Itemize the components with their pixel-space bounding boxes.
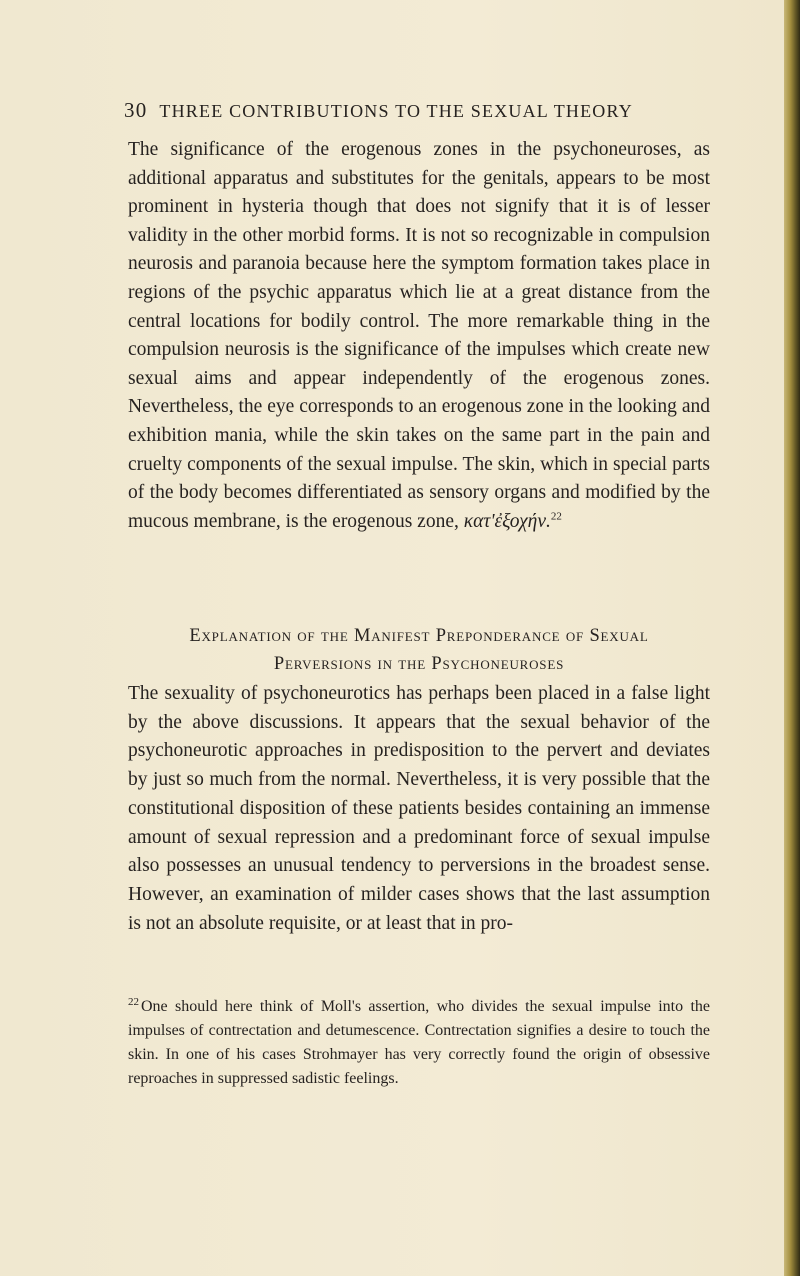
paragraph-1-text [128,136,710,536]
page-edge-shadow [784,0,800,1276]
section-heading-line-2: Perversions in the Psychoneuroses [273,654,565,674]
section-heading-line-1: Explanation of the Manifest Preponderance of Sexual [189,626,649,646]
paragraph-2-text: The sexuality of psychoneurotics has perhaps been placed in a false light by the above discussions. It appears that the sexual behavior of the psychoneurotic approaches in predisposition to the pervert and deviates by just so much from the normal. Nevertheless, it is very possible that the constitutional disposition of these patients besides containing an immense amount of sexual repression and a predominant force of sexual impulse also possesses an unusual tendency to perversions in the broadest sense. However, an examination of milder cases shows that the last assumption is not an absolute requisite, or at least that in pro- [128,683,710,934]
paragraph-1 [128,136,710,536]
footnote [128,995,710,1091]
section-heading [128,622,710,678]
footnote-text: One should here think of Moll's assertion, who divides the sexual impulse into the impulses of contrectation and detumescence. Contrectation signifies a desire to touch the skin. In one of his cases Strohmayer has very correctly found the origin of obsessive reproaches in suppressed sadistic feelings. [128,998,710,1087]
greek-term: κατ'ἐξοχήν. [463,510,551,532]
page-number: 30 [124,98,148,122]
footnote-reference: 22 [550,510,562,523]
footnote-mark: 22 [128,995,139,1008]
running-header [124,98,724,123]
paragraph-2 [128,680,710,938]
running-title: THREE CONTRIBUTIONS TO THE SEXUAL THEORY [159,101,633,121]
paragraph-1-body: The significance of the erogenous zones in the psychoneuroses, as additional apparatus and substitutes for the genitals, appears to be most prominent in hysteria though that does not signify that it is of lesser validity in the other morbid forms. It is not so recognizable in compulsion neurosis and paranoia because here the symptom formation takes place in regions of the psychic apparatus which lie at a great distance from the central locations for bodily control. The more remarkable thing in the compulsion neurosis is the significance of the impulses which create new sexual aims and appear independently of the erogenous zones. Nevertheless, the eye corresponds to an erogenous zone in the looking and exhibition mania, while the skin takes on the same part in the pain and cruelty components of the sexual impulse. The skin, which in special parts of the body becomes differentiated as sensory organs and modified by the mucous membrane, is the erogenous zone, [128,139,710,532]
